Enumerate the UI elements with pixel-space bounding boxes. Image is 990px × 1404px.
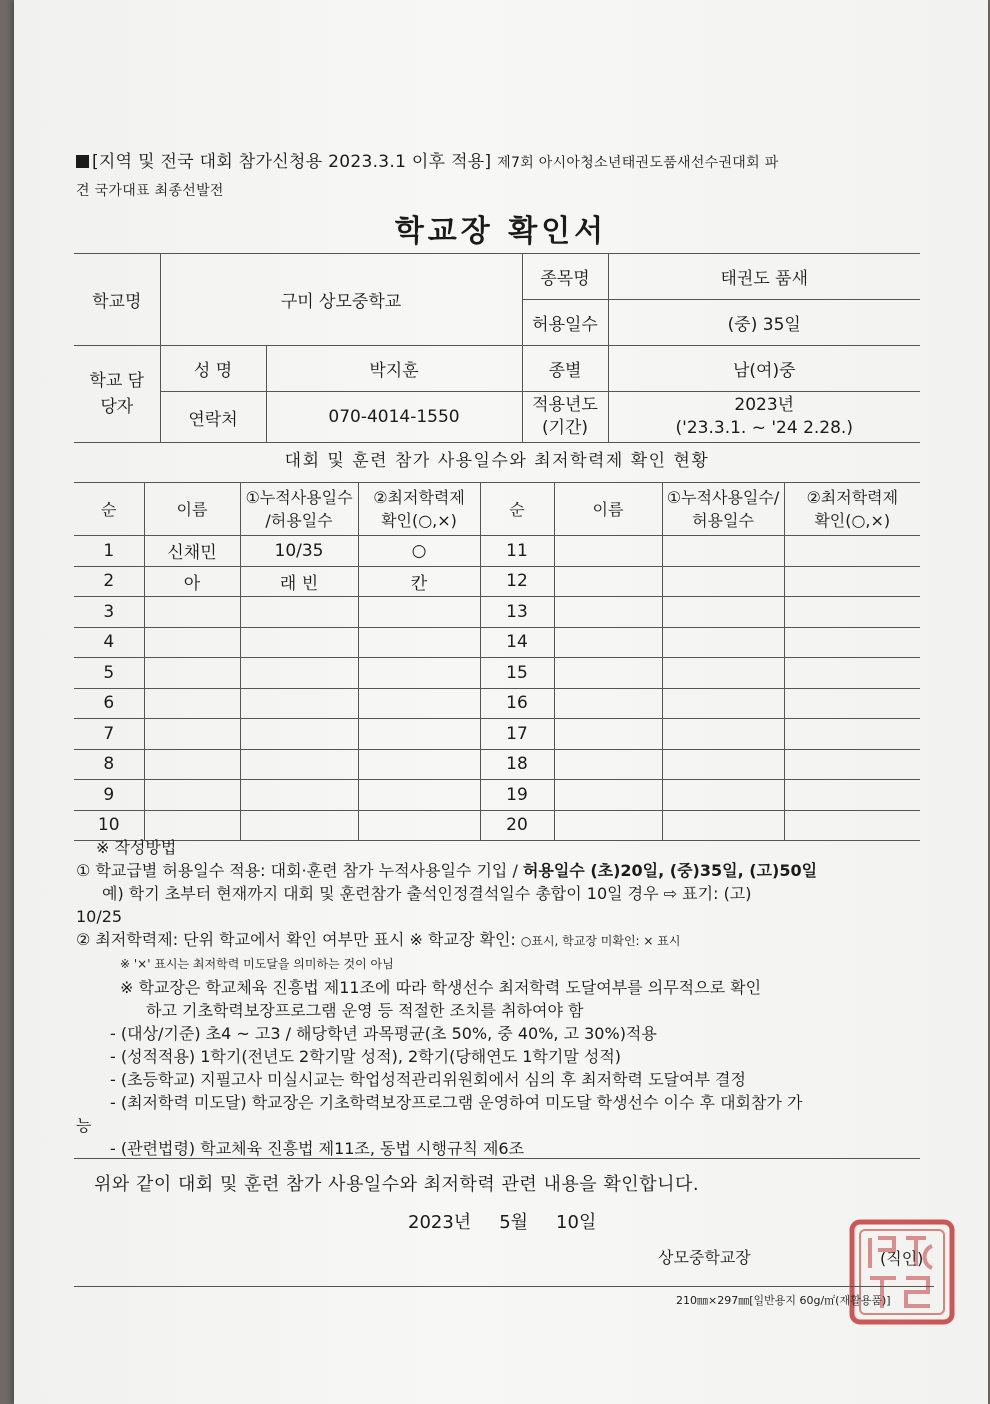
row-no: 10	[74, 810, 144, 841]
note-3: ※ 학교장은 학교체육 진흥법 제11조에 따라 학생선수 최저학력 도달여부를 의무적으로 확인	[120, 978, 762, 997]
col-min-right-line2: 확인(○,×)	[814, 511, 891, 530]
row-name-right	[554, 780, 662, 811]
note-1-bold: 허용일수 (초)20일, (중)35일, (고)50일	[522, 861, 818, 880]
detail-1: - (대상/기준) 초4 ~ 고3 / 해당학년 과목평균(초 50%, 중 40%, 고 30%)적용	[110, 1024, 657, 1043]
row-name	[144, 749, 240, 780]
row-no-right: 15	[480, 658, 554, 689]
date-month: 5월	[499, 1212, 529, 1233]
col-days-line1: ①누적사용일수	[245, 488, 353, 507]
note-2	[76, 928, 936, 953]
school-value: 구미 상모중학교	[160, 254, 522, 346]
event-label: 종목명	[522, 254, 608, 300]
row-days	[240, 688, 358, 719]
info-table	[74, 253, 920, 443]
principal-title: 상모중학교장	[658, 1248, 751, 1267]
row-days-right	[662, 597, 784, 628]
row-min-right	[784, 658, 920, 689]
name-label: 성 명	[160, 346, 266, 392]
note-1-text: ① 학교급별 허용일수 적용: 대회·훈련 참가 누적사용일수 기입 /	[76, 861, 518, 880]
row-days	[240, 719, 358, 750]
row-days	[240, 749, 358, 780]
row-no: 5	[74, 658, 144, 689]
confirm-statement: 위와 같이 대회 및 훈련 참가 사용일수와 최저학력 관련 내용을 확인합니다.	[94, 1174, 700, 1195]
row-days-right	[662, 658, 784, 689]
col-name: 이름	[144, 483, 240, 536]
year-value	[608, 392, 920, 443]
contact-person-label: 학교 담당자	[74, 346, 160, 443]
col-min	[358, 483, 480, 536]
col-min-line2: 확인(○,×)	[381, 511, 457, 530]
row-days-right	[662, 719, 784, 750]
note-1-example-cont: 10/25	[76, 907, 123, 926]
row-name-right	[554, 627, 662, 658]
row-min-right	[784, 627, 920, 658]
row-name: 아	[144, 566, 240, 597]
row-min	[358, 627, 480, 658]
detail-4: - (최저학력 미도달) 학교장은 기초학력보장프로그램 운영하여 미도달 학생선수 이수 후 대회참가 가	[110, 1093, 803, 1112]
document-page	[14, 0, 988, 1404]
row-no: 8	[74, 749, 144, 780]
row-days: 래 빈	[240, 566, 358, 597]
school-label: 학교명	[74, 254, 160, 346]
row-name-right	[554, 719, 662, 750]
row-min-right	[784, 688, 920, 719]
document-title: 학교장 확인서	[394, 214, 608, 249]
row-name-right	[554, 658, 662, 689]
col-days-line2: /허용일수	[265, 511, 333, 530]
table-row	[74, 749, 920, 780]
table-row	[74, 688, 920, 719]
row-days	[240, 597, 358, 628]
row-min: 칸	[358, 566, 480, 597]
notes-section	[76, 836, 936, 1160]
divider-bottom	[74, 1286, 934, 1287]
row-min	[358, 749, 480, 780]
row-name	[144, 658, 240, 689]
row-no-right: 11	[480, 536, 554, 567]
table-row	[74, 719, 920, 750]
header-note	[76, 148, 936, 205]
table-row	[74, 627, 920, 658]
col-min-line1: ②최저학력제	[373, 488, 465, 507]
row-name	[144, 780, 240, 811]
note-2-sub: ※ '×' 표시는 최저학력 미도달을 의미하는 것이 아님	[120, 957, 394, 971]
row-days	[240, 780, 358, 811]
table-row	[74, 566, 920, 597]
note-1	[76, 859, 936, 882]
row-name-right	[554, 688, 662, 719]
col-days-right-line2: 허용일수	[692, 511, 754, 530]
row-no: 2	[74, 566, 144, 597]
row-no: 3	[74, 597, 144, 628]
row-name	[144, 688, 240, 719]
detail-3: - (초등학교) 지필고사 미실시교는 학업성적관리위원회에서 심의 후 최저학력 도달여부 결정	[110, 1070, 746, 1089]
row-days-right	[662, 627, 784, 658]
col-name-right: 이름	[554, 483, 662, 536]
detail-5: - (관련법령) 학교체육 진흥법 제11조, 동법 시행규칙 제6조	[110, 1139, 525, 1158]
row-no-right: 19	[480, 780, 554, 811]
row-min	[358, 719, 480, 750]
year-label	[522, 392, 608, 443]
official-seal-icon	[846, 1216, 958, 1328]
row-name	[144, 597, 240, 628]
row-no-right: 12	[480, 566, 554, 597]
row-no-right: 13	[480, 597, 554, 628]
row-days-right	[662, 536, 784, 567]
row-min	[358, 658, 480, 689]
year-period: ('23.3.1. ~ '24 2.28.)	[675, 418, 853, 438]
note-3-cont: 하고 기초학력보장프로그램 운영 등 적절한 조치를 취하여야 함	[146, 1001, 584, 1020]
row-no: 9	[74, 780, 144, 811]
category-label: 종별	[522, 346, 608, 392]
roster-title: 대회 및 훈련 참가 사용일수와 최저학력제 확인 현황	[284, 451, 710, 471]
year-label-line1: 적용년도	[532, 395, 598, 415]
category-value: 남(여)중	[608, 346, 920, 392]
black-square-icon	[76, 155, 89, 168]
row-no-right: 20	[480, 810, 554, 841]
row-days-right	[662, 780, 784, 811]
paper-spec: 210㎜×297㎜[일반용지 60g/㎡(재활용품)]	[676, 1294, 891, 1307]
row-no-right: 14	[480, 627, 554, 658]
row-name-right	[554, 749, 662, 780]
row-days-right	[662, 749, 784, 780]
col-days-right	[662, 483, 784, 536]
row-name-right	[554, 597, 662, 628]
notes-heading: ※ 작성방법	[96, 838, 177, 857]
note-2-small: ○표시, 학교장 미확인: × 표시	[520, 934, 681, 948]
year-label-line2: (기간)	[541, 418, 589, 438]
event-value: 태권도 품새	[608, 254, 920, 300]
row-days-right	[662, 688, 784, 719]
row-min-right	[784, 780, 920, 811]
days-value: (중) 35일	[608, 300, 920, 346]
roster-header-row	[74, 483, 920, 536]
row-days: 10/35	[240, 536, 358, 567]
row-min	[358, 780, 480, 811]
row-min	[358, 597, 480, 628]
row-min: ○	[358, 536, 480, 567]
col-min-right-line1: ②최저학력제	[806, 488, 899, 507]
header-prefix: [지역 및 전국 대회 참가신청용 2023.3.1 이후 적용]	[92, 152, 492, 172]
date-year: 2023년	[408, 1212, 472, 1233]
roster-table	[74, 482, 920, 841]
row-no: 7	[74, 719, 144, 750]
note-2-text: ② 최저학력제: 단위 학교에서 확인 여부만 표시 ※ 학교장 확인:	[76, 930, 516, 949]
row-name-right	[554, 566, 662, 597]
detail-2: - (성적적용) 1학기(전년도 2학기말 성적), 2학기(당해연도 1학기말 성적)	[110, 1047, 622, 1066]
table-row	[74, 780, 920, 811]
col-days-right-line1: ①누적사용일수/	[666, 488, 780, 507]
row-no-right: 18	[480, 749, 554, 780]
row-name	[144, 627, 240, 658]
row-min-right	[784, 536, 920, 567]
divider-top	[74, 1158, 920, 1159]
phone-value: 070-4014-1550	[266, 392, 522, 443]
issue-date	[408, 1208, 624, 1234]
table-row	[74, 658, 920, 689]
header-event-cont: 견 국가대표 최종선발전	[76, 183, 224, 199]
col-days	[240, 483, 358, 536]
date-day: 10일	[556, 1212, 597, 1233]
table-row	[74, 597, 920, 628]
row-min-right	[784, 719, 920, 750]
table-row	[74, 536, 920, 567]
col-no-right: 순	[480, 483, 554, 536]
row-name: 신채민	[144, 536, 240, 567]
row-no-right: 16	[480, 688, 554, 719]
header-event: 제7회 아시아청소년태권도품새선수권대회 파	[497, 155, 779, 171]
row-no: 1	[74, 536, 144, 567]
row-days	[240, 658, 358, 689]
phone-label: 연락처	[160, 392, 266, 443]
row-no: 4	[74, 627, 144, 658]
row-no-right: 17	[480, 719, 554, 750]
row-name-right	[554, 536, 662, 567]
detail-4-cont: 능	[76, 1116, 92, 1135]
row-min	[358, 688, 480, 719]
seal-label: (직인)	[880, 1249, 924, 1268]
row-min-right	[784, 597, 920, 628]
row-min-right	[784, 749, 920, 780]
col-no: 순	[74, 483, 144, 536]
days-label: 허용일수	[522, 300, 608, 346]
year-value-line1: 2023년	[734, 395, 795, 415]
row-days-right	[662, 566, 784, 597]
note-1-example: 예) 학기 초부터 현재까지 대회 및 훈련참가 출석인정결석일수 총합이 10일 경우 ⇨ 표기: (고)	[102, 884, 752, 903]
col-min-right	[784, 483, 920, 536]
row-no: 6	[74, 688, 144, 719]
row-days	[240, 627, 358, 658]
row-min-right	[784, 566, 920, 597]
row-name	[144, 719, 240, 750]
name-value: 박지훈	[266, 346, 522, 392]
